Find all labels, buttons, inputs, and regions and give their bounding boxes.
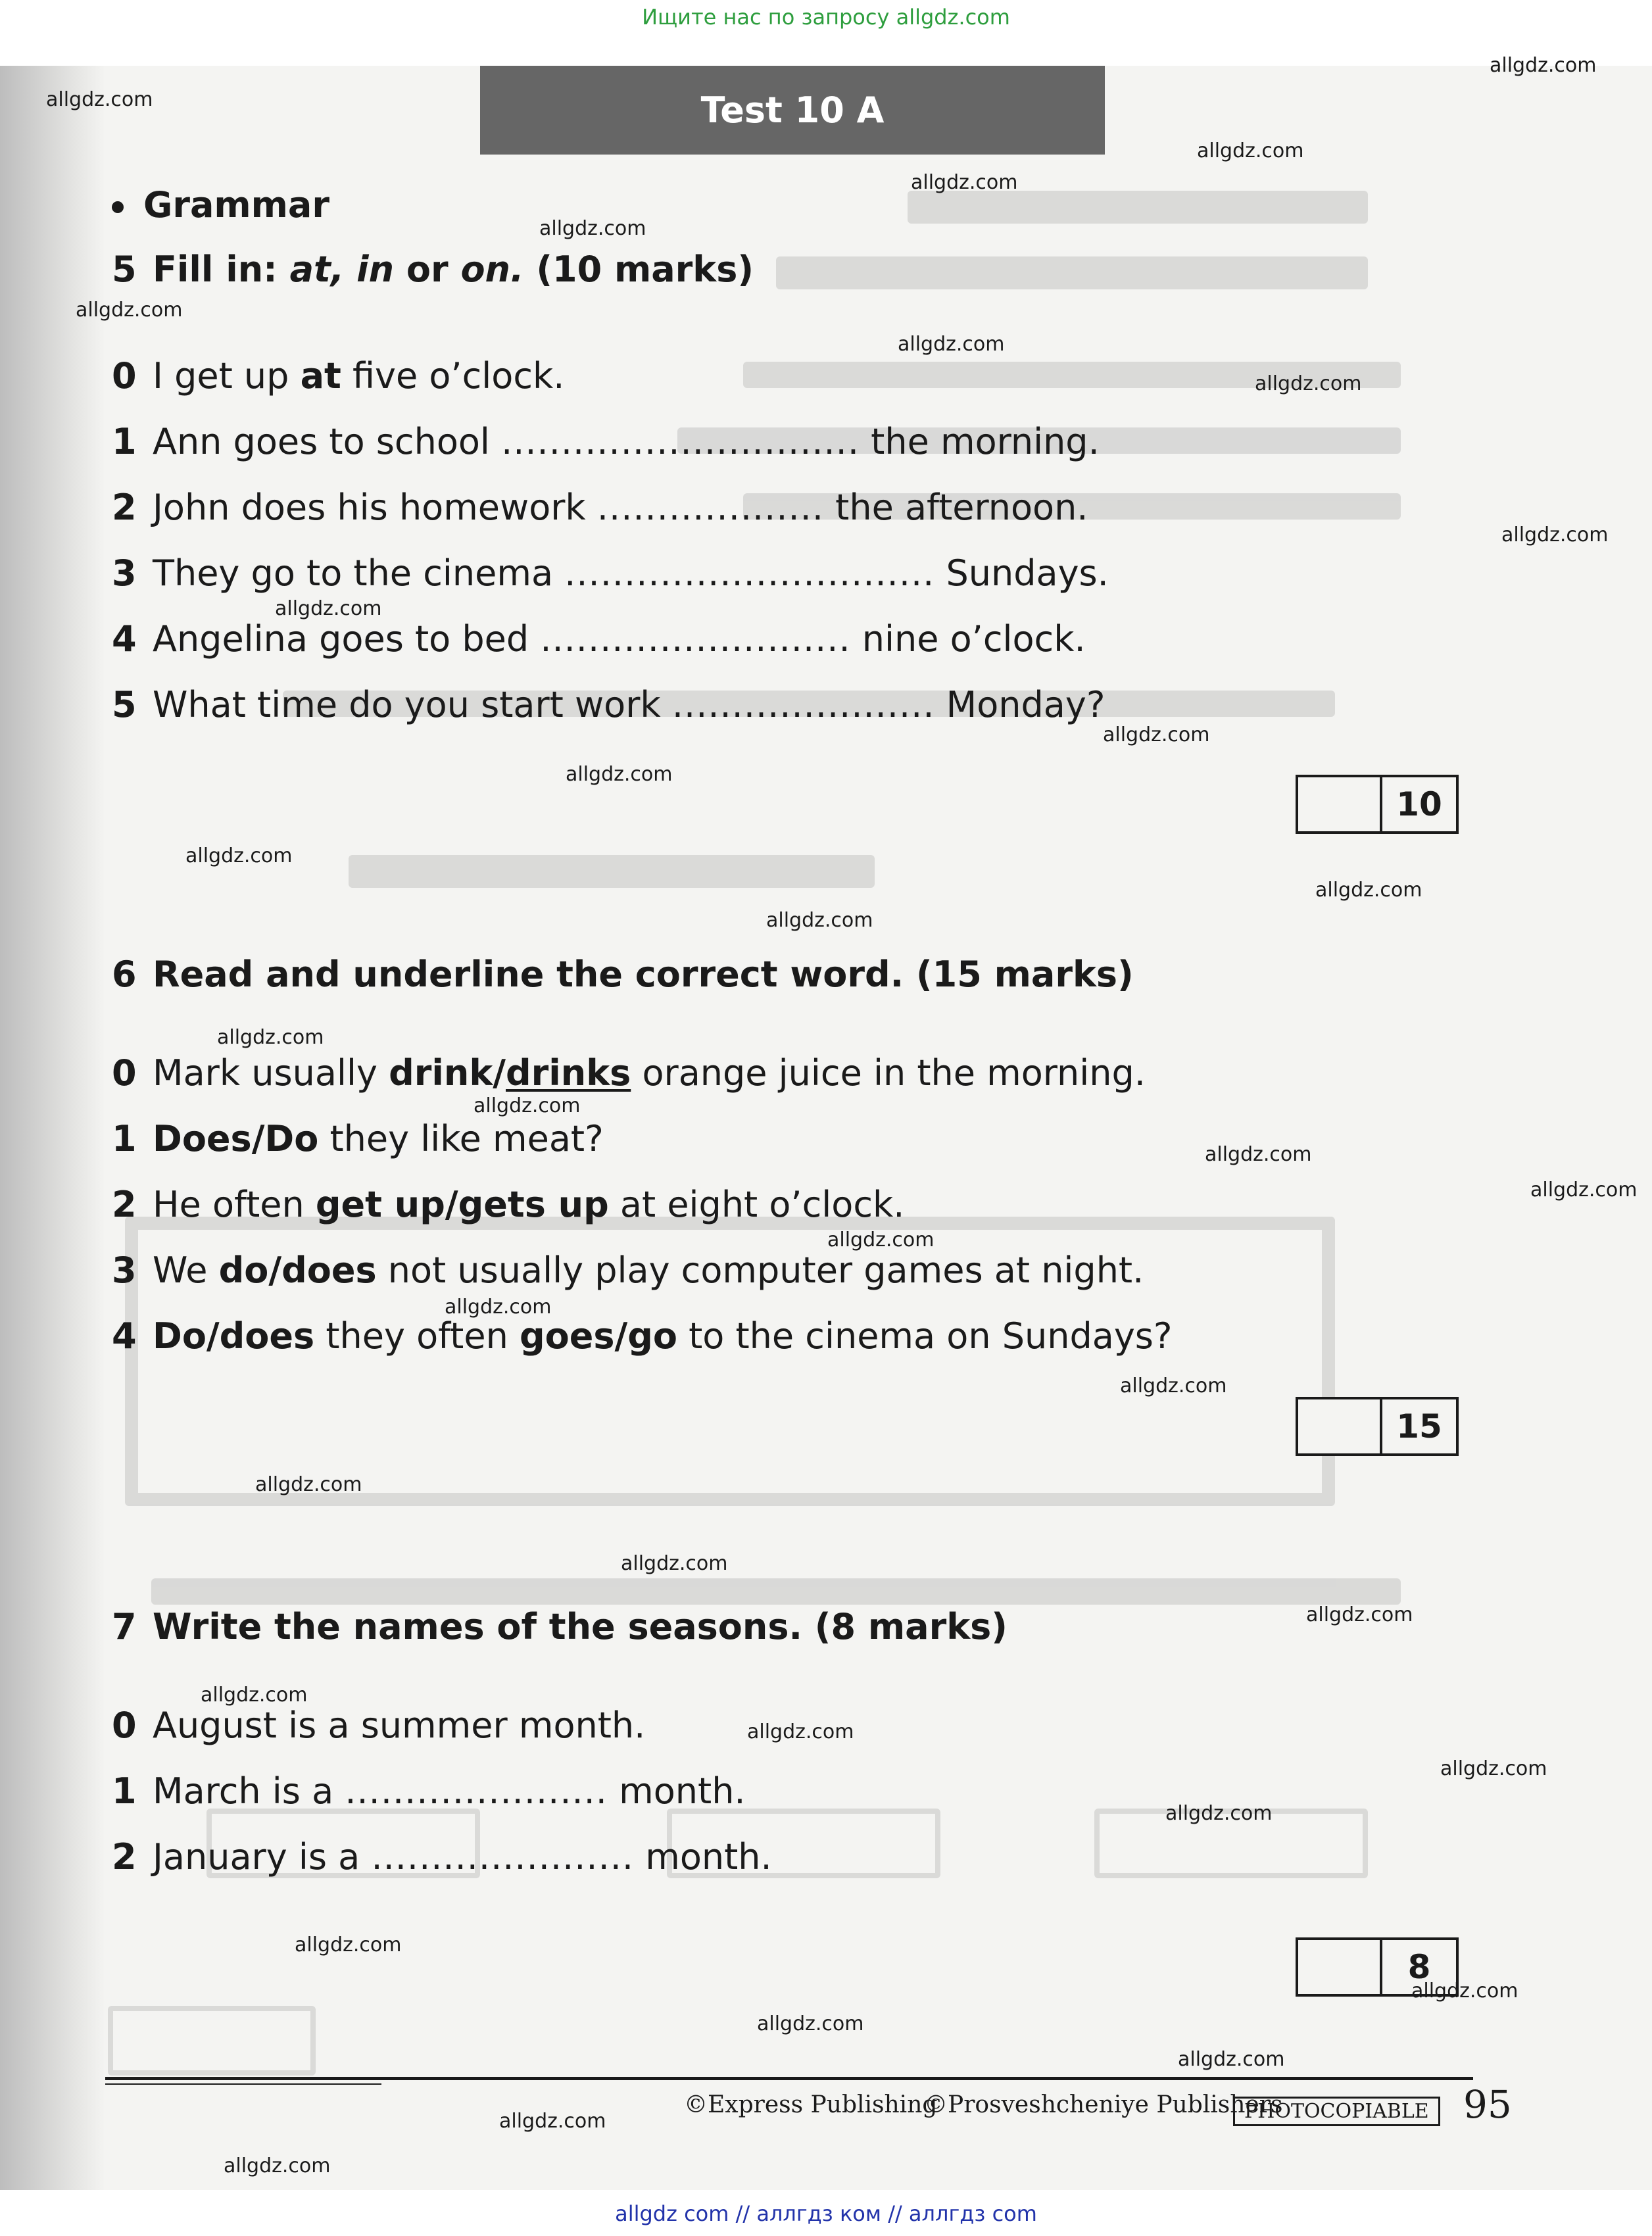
score-entry-cell[interactable] [1298, 1940, 1382, 1994]
task5-score-box [1296, 775, 1459, 834]
item-text: Sundays. [935, 552, 1109, 594]
max-score: 8 [1407, 1948, 1431, 1986]
task6-item-4 [112, 1315, 1173, 1357]
item-text: What time do you start work [153, 684, 672, 725]
watermark: allgdz.com [1178, 2048, 1285, 2071]
worksheet-page [0, 54, 1652, 2190]
task5-item-5 [112, 684, 1105, 725]
task5-heading [112, 249, 754, 290]
watermark: allgdz.com [747, 1720, 854, 1743]
task-number: 6 [112, 954, 137, 995]
item-number: 0 [112, 1705, 137, 1746]
item-text: I get up [153, 355, 301, 397]
answer-blank[interactable]: ...................... [671, 684, 935, 725]
watermark: allgdz.com [766, 909, 873, 932]
watermark: allgdz.com [1306, 1603, 1413, 1626]
watermark: allgdz.com [445, 1296, 552, 1319]
footer-rule-accent [105, 2083, 381, 2085]
answer-blank[interactable]: .......................... [540, 618, 851, 660]
task-title: Read and underline the correct word. (15 marks) [153, 954, 1134, 995]
watermark: allgdz.com [76, 299, 183, 322]
item-text: Ann goes to school [153, 421, 502, 462]
watermark: allgdz.com [1530, 1179, 1638, 1202]
item-number: 1 [112, 1118, 137, 1159]
item-number: 4 [112, 1315, 137, 1357]
watermark: allgdz.com [46, 88, 153, 111]
item-text: to the cinema on Sundays? [677, 1315, 1173, 1357]
answer-blank[interactable]: .............................. [501, 421, 860, 462]
test-title: Test 10 A [480, 66, 1105, 155]
item-text: March is a [153, 1770, 345, 1812]
watermark: allgdz.com [1103, 723, 1210, 746]
watermark: allgdz.com [757, 2012, 864, 2035]
item-number: 0 [112, 355, 137, 397]
item-text: They go to the cinema [153, 552, 565, 594]
footer-publisher-2: ©Prosveshcheniye Publishers [924, 2091, 1283, 2118]
item-text: He often [153, 1184, 316, 1225]
watermark: allgdz.com [911, 171, 1018, 194]
item-number: 2 [112, 487, 137, 528]
page-binding-shadow [0, 66, 105, 2190]
option-choice[interactable]: do/does [218, 1250, 377, 1291]
item-text: month. [634, 1836, 772, 1878]
watermark: allgdz.com [1120, 1374, 1227, 1398]
item-text: they like meat? [318, 1118, 604, 1159]
item-text: January is a [153, 1836, 372, 1878]
task5-item-4 [112, 618, 1086, 660]
item-text: We [153, 1250, 219, 1291]
photocopiable-label: PHOTOCOPIABLE [1233, 2097, 1440, 2126]
answer-blank[interactable]: ...................... [345, 1770, 608, 1812]
option-choice[interactable]: get up/gets up [315, 1184, 609, 1225]
item-number: 5 [112, 684, 137, 725]
item-number: 4 [112, 618, 137, 660]
answer-blank[interactable]: ...................... [371, 1836, 635, 1878]
watermark: allgdz.com [275, 597, 382, 620]
watermark: allgdz.com [224, 2154, 331, 2177]
answer-blank[interactable]: ................... [596, 487, 825, 528]
item-text: nine o’clock. [850, 618, 1086, 660]
task-marks: (10 marks) [523, 249, 754, 290]
item-text: not usually play computer games at night. [376, 1250, 1144, 1291]
section-grammar [112, 184, 329, 226]
watermark: allgdz.com [1440, 1757, 1547, 1780]
task-prefix: Fill in: [153, 249, 290, 290]
answer-blank[interactable]: ............................... [564, 552, 935, 594]
task-number: 5 [112, 249, 137, 290]
task-options: at, in [289, 249, 395, 290]
max-score: 10 [1396, 785, 1442, 823]
task6-item-2 [112, 1184, 904, 1225]
watermark: allgdz.com [1197, 139, 1304, 162]
watermark: allgdz.com [539, 217, 646, 240]
item-number: 2 [112, 1184, 137, 1225]
watermark: allgdz.com [1411, 1980, 1518, 2003]
watermark: allgdz.com [1165, 1802, 1273, 1825]
watermark: allgdz.com [255, 1473, 362, 1496]
item-text: August is a summer month. [153, 1705, 646, 1746]
bottom-banner: allgdz com // аллгдз ком // аллгдз com [615, 2201, 1037, 2226]
item-text: five o’clock. [341, 355, 565, 397]
task7-heading [112, 1606, 1008, 1647]
underlined-answer: drinks [506, 1052, 631, 1094]
top-banner: Ищите нас по запросу allgdz.com [642, 5, 1010, 30]
item-text: John does his homework [153, 487, 597, 528]
watermark: allgdz.com [1315, 879, 1422, 902]
watermark: allgdz.com [1490, 54, 1597, 77]
option-choice[interactable]: goes/go [519, 1315, 677, 1357]
max-score: 15 [1396, 1407, 1442, 1446]
task6-item-1 [112, 1118, 604, 1159]
task6-heading [112, 954, 1134, 995]
bullet-icon [112, 201, 124, 213]
task7-item-1 [112, 1770, 746, 1812]
task-option-last: on. [460, 249, 524, 290]
watermark: allgdz.com [185, 844, 293, 867]
item-text: they often [314, 1315, 520, 1357]
watermark: allgdz.com [898, 333, 1005, 356]
item-text: Mark usually [153, 1052, 389, 1094]
item-number: 0 [112, 1052, 137, 1094]
footer-publisher-1: ©Express Publishing [684, 2091, 938, 2118]
task5-item-3 [112, 552, 1109, 594]
task-middle: or [394, 249, 461, 290]
item-text: month. [607, 1770, 746, 1812]
watermark: allgdz.com [295, 1933, 402, 1956]
task6-example [112, 1052, 1146, 1094]
item-number: 2 [112, 1836, 137, 1878]
item-text: Angelina goes to bed [153, 618, 541, 660]
score-entry-cell[interactable] [1298, 1399, 1382, 1453]
option-choice[interactable]: Do/does [153, 1315, 315, 1357]
task5-item-1 [112, 421, 1100, 462]
watermark: allgdz.com [1205, 1143, 1312, 1166]
score-entry-cell[interactable] [1298, 777, 1382, 831]
task5-example [112, 355, 564, 397]
item-text: the morning. [860, 421, 1100, 462]
watermark: allgdz.com [566, 763, 673, 786]
item-text: Monday? [935, 684, 1105, 725]
watermark: allgdz.com [499, 2110, 606, 2133]
item-text: orange juice in the morning. [631, 1052, 1146, 1094]
item-number: 3 [112, 552, 137, 594]
watermark: allgdz.com [1255, 372, 1362, 395]
example-answer: at [300, 355, 341, 397]
item-text: the afternoon. [824, 487, 1088, 528]
watermark: allgdz.com [621, 1552, 728, 1575]
option-word: drink/ [389, 1052, 506, 1094]
item-number: 3 [112, 1250, 137, 1291]
item-number: 1 [112, 421, 137, 462]
watermark: allgdz.com [217, 1026, 324, 1049]
item-text: at eight o’clock. [608, 1184, 905, 1225]
watermark: allgdz.com [474, 1094, 581, 1117]
section-label: Grammar [143, 184, 329, 226]
task7-example [112, 1705, 645, 1746]
task6-item-3 [112, 1250, 1144, 1291]
task6-score-box [1296, 1397, 1459, 1456]
task5-item-2 [112, 487, 1088, 528]
footer-rule [105, 2077, 1473, 2080]
task-number: 7 [112, 1606, 137, 1647]
item-number: 1 [112, 1770, 137, 1812]
option-choice[interactable]: Does/Do [153, 1118, 319, 1159]
page-number: 95 [1463, 2082, 1512, 2127]
watermark: allgdz.com [827, 1228, 935, 1252]
task7-item-2 [112, 1836, 772, 1878]
watermark: allgdz.com [201, 1684, 308, 1707]
task-title: Write the names of the seasons. (8 marks) [153, 1606, 1008, 1647]
watermark: allgdz.com [1501, 523, 1609, 547]
